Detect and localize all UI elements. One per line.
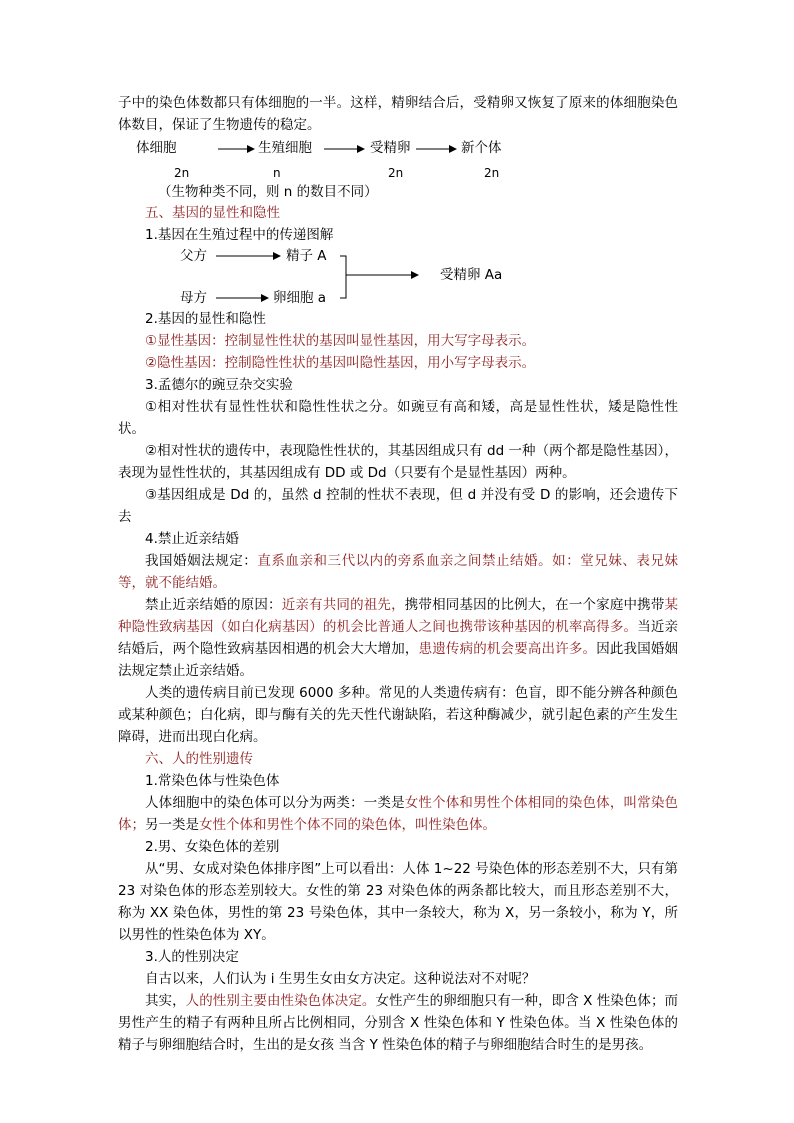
flow-count-somatic: 2n xyxy=(174,166,190,180)
diagram-mother: 母方 xyxy=(180,290,207,306)
sex-determination-paragraph xyxy=(118,990,678,1056)
reason-highlight-2: 某种隐性致病基因（如白化病基因）的机会比普通人之间也携带该种基因的机率高得多。 xyxy=(118,597,679,635)
diagram-father: 父方 xyxy=(180,248,207,264)
section5-sub3: 3.孟德尔的豌豆杂交实验 xyxy=(145,377,293,393)
determination-lead: 其实， xyxy=(145,993,186,1009)
reason-highlight-3: 患遗传病的机会要高出许多。 xyxy=(418,641,597,657)
flow-node-somatic: 体细胞 xyxy=(136,140,177,156)
mendel-point-3: ③基因组成是 Dd 的，虽然 d 控制的性状不表现，但 d 并没有受 D 的影响，还会遗传下去 xyxy=(118,487,678,525)
bracket-join xyxy=(340,256,346,298)
determination-rest: 女性产生的卵细胞只有一种，即含 X 性染色体；而男性产生的精子有两种且所占比例相同，分别含 X 性染色体和 Y 性染色体。当 X 性染色体的精子与卵细胞结合时，生出的是女孩 当含 Y 性染色体的精子与卵细胞结合时生的是男孩。 xyxy=(118,993,678,1053)
chromosome-types-paragraph xyxy=(118,792,678,836)
flow-node-zygote: 受精卵 xyxy=(370,140,411,156)
mendel-point-1: ①相对性状有显性性状和隐性性状之分。如豌豆有高和矮，高是显性性状，矮是隐性性状。 xyxy=(118,399,678,437)
section6-sub1: 1.常染色体与性染色体 xyxy=(145,773,280,789)
flow-count-germ: n xyxy=(273,166,281,180)
sex-chromosome-def: 女性个体和男性个体不同的染色体，叫性染色体。 xyxy=(199,817,496,833)
marriage-law-paragraph xyxy=(118,550,678,594)
section6-sub3: 3.人的性别决定 xyxy=(145,949,239,965)
reason-text-end: 因此我国婚姻法规定禁止近亲结婚。 xyxy=(118,641,679,679)
diagram-egg: 卵细胞 a xyxy=(273,290,327,306)
marriage-law-lead: 我国婚姻法规定： xyxy=(145,553,258,569)
flow-node-new-individual: 新个体 xyxy=(461,140,502,156)
recessive-gene-def: ②隐性基因：控制隐性性状的基因叫隐性基因，用小写字母表示。 xyxy=(145,355,536,371)
dominant-gene-def: ①显性基因：控制显性性状的基因叫显性基因，用大写字母表示。 xyxy=(145,333,536,349)
reason-highlight-1: 近亲有共同的祖先， xyxy=(281,597,405,613)
section5-title: 五、基因的显性和隐性 xyxy=(145,205,280,221)
reason-lead: 禁止近亲结婚的原因： xyxy=(145,597,282,613)
intro-paragraph: 子中的染色体数都只有体细胞的一半。这样，精卵结合后，受精卵又恢复了原来的体细胞染色体数目，保证了生物遗传的稳定。 xyxy=(118,95,678,133)
determination-highlight: 人的性别主要由性染色体决定。 xyxy=(185,993,376,1009)
flow-arrows xyxy=(118,136,678,176)
genetic-disease-paragraph: 人类的遗传病目前已发现 6000 多种。常见的人类遗传病有：色盲，即不能分辨各种颜色或某种颜色；白化病，即与酶有关的先天性代谢缺陷，若这种酶减少，就引起色素的产生发生障碍，进而出现白化病。 xyxy=(118,685,678,745)
section6-title: 六、人的性别遗传 xyxy=(145,751,253,767)
gene-transmission-diagram xyxy=(118,246,678,308)
diagram-sperm: 精子 A xyxy=(286,248,327,264)
flow-diagram-cells xyxy=(118,136,678,202)
marriage-reason-paragraph xyxy=(118,594,678,682)
section5-sub1: 1.基因在生殖过程中的传递图解 xyxy=(145,227,334,243)
section5-sub2: 2.基因的显性和隐性 xyxy=(145,311,266,327)
document-body xyxy=(118,92,678,1056)
sex-question-paragraph: 自古以来，人们认为 i 生男生女由女方决定。这种说法对不对呢？ xyxy=(145,971,536,987)
section5-sub4: 4.禁止近亲结婚 xyxy=(145,531,239,547)
reason-text-2: 当近亲结婚后，两个隐性致病基因相遇的机会大大增加， xyxy=(118,619,679,657)
reason-text-1: 携带相同基因的比例大，在一个家庭中携带 xyxy=(404,597,665,613)
types-mid: 另一类是 xyxy=(145,817,199,833)
mendel-point-2: ②相对性状的遗传中，表现隐性性状的，其基因组成只有 dd 一种（两个都是隐性基因），表现为显性性状的，其基因组成有 DD 或 Dd（只要有个是显性基因）两种。 xyxy=(118,443,678,481)
flow-node-germ: 生殖细胞 xyxy=(258,140,312,156)
autosome-def: 女性个体和男性个体相同的染色体，叫常染色体； xyxy=(118,795,678,833)
section6-sub2: 2.男、女染色体的差别 xyxy=(145,839,280,855)
diagram-arrows xyxy=(118,246,678,308)
flow-count-new-individual: 2n xyxy=(484,166,500,180)
diagram-zygote: 受精卵 Aa xyxy=(440,267,503,283)
flow-count-zygote: 2n xyxy=(388,166,404,180)
marriage-law-rule: 直系血亲和三代以内的旁系血亲之间禁止结婚。如：堂兄妹、表兄妹等，就不能结婚。 xyxy=(118,553,679,591)
chromosome-difference-paragraph: 从“男、女成对染色体排序图”上可以看出：人体 1~22 号染色体的形态差别不大，只有第 23 对染色体的形态差别较大。女性的第 23 对染色体的两条都比较大，而且形态差别不大，称为 XX 染色体，男性的第 23 号染色体，其中一条较大，称为 X，另一条较小，称为 Y，所以男性的性染色体为 XY。 xyxy=(118,861,678,943)
types-lead: 人体细胞中的染色体可以分为两类：一类是 xyxy=(145,795,405,811)
flow-note: （生物种类不同，则 n 的数目不同） xyxy=(158,184,378,200)
